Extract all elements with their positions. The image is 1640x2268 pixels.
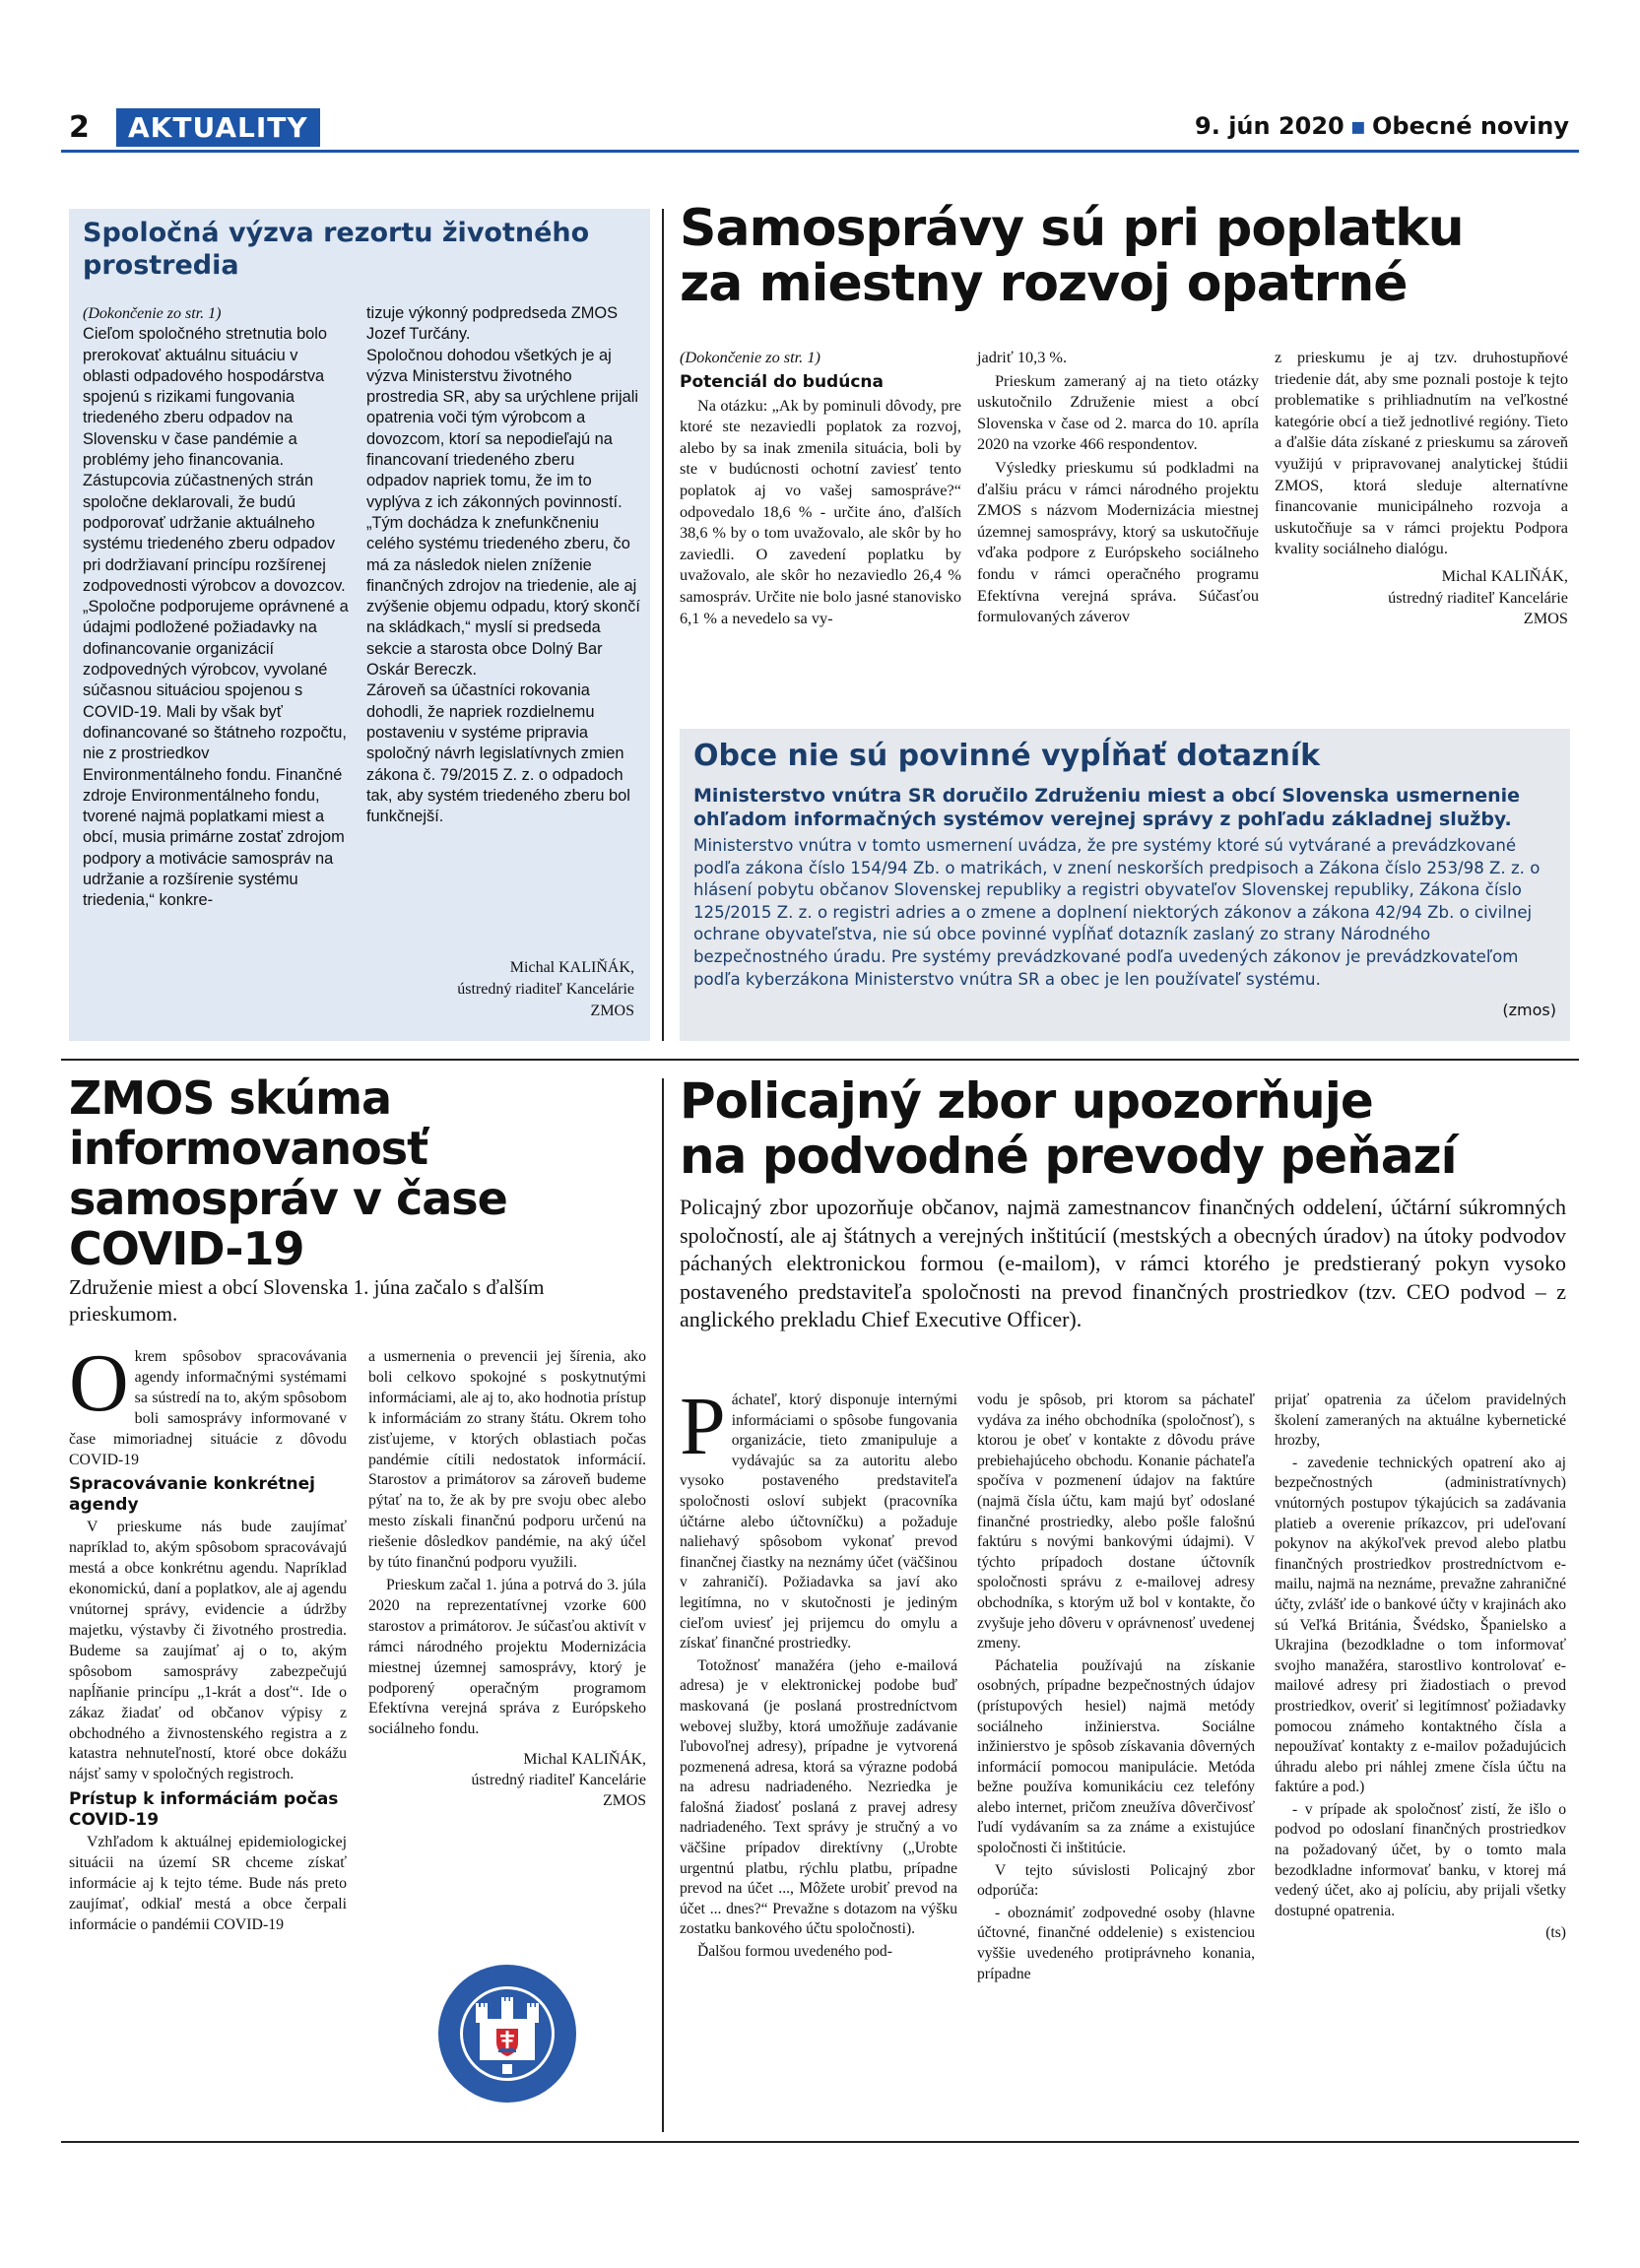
article-questionnaire xyxy=(680,729,1570,1041)
author-name: Michal KALIŇÁK, xyxy=(1441,565,1568,585)
author-org: ZMOS xyxy=(1523,609,1568,628)
article-joint-appeal xyxy=(69,209,650,1041)
article-column xyxy=(368,1347,646,1812)
drop-cap: O xyxy=(69,1337,129,1429)
section-divider xyxy=(61,1059,1579,1061)
paragraph: Prieskum zameraný aj na tieto otázky uskutočnilo Združenie miest a obcí Slovenska v čase od 2. marca do 10. apríla 2020 na vzorke 466 respondentov. xyxy=(977,370,1259,454)
title-line: na podvodné prevody peňazí xyxy=(680,1128,1457,1185)
article-column xyxy=(977,1391,1255,1986)
title-line: za miestny rozvoj opatrné xyxy=(680,254,1408,313)
continuation-note: (Dokončenie zo str. 1) xyxy=(83,305,222,322)
signature xyxy=(366,957,634,1022)
author-org: ZMOS xyxy=(590,1003,634,1019)
author-role: ústredný riaditeľ Kancelárie xyxy=(471,1772,646,1789)
signature xyxy=(368,1750,646,1812)
paragraph: jadriť 10,3 %. xyxy=(977,348,1068,366)
paragraph: - v prípade ak spoločnosť zistí, že išlo o podvod po odoslaní finančných prostriedkov na požadovaný účet, by o tomto mala bezodkladne informovať banku, v ktorej má vedený účet, ako aj políciu, aby prijali všetky dostupné opatrenia. xyxy=(1275,1800,1566,1919)
article-column xyxy=(366,303,640,827)
subheading: Spracovávanie konkrétnej agendy xyxy=(69,1474,315,1516)
author-name: Michal KALIŇÁK, xyxy=(523,1751,646,1769)
article-lead: Ministerstvo vnútra SR doručilo Združeniu miest a obcí Slovenska usmernenie ohľadom informačných systémov verejnej správy z pohľadu základnej služby. xyxy=(693,785,1521,830)
issue-date: 9. jún 2020 xyxy=(1195,112,1345,140)
paragraph: Spoločnou dohodou všetkých je aj výzva Ministerstvu životného prostredia SR, aby sa urýchlene prijali opatrenia voči tým výrobcom a dovozcom, ktorí sa nepodieľajú na financovaní triedeného zberu odpadov napriek tomu, že im to vyplýva z ich zákonných povinností. „Tým dochádza k znefunkčneniu celého systému triedeného zberu, čo má za následok nielen zníženie finančných zdrojov na triedenie, ale aj zvýšenie objemu odpadu, ktorý skončí na skládkach,“ myslí si predseda sekcie a starosta obce Dolný Bar Oskár Bereczk. xyxy=(366,346,640,680)
article-title xyxy=(69,1073,640,1274)
paragraph: - zavedenie technických opatrení ako aj bezpečnostných (administratívnych) vnútorných postupov týkajúcich sa zadávania platieb a overenie príkazcov, pri udeľovaní pokynov na akýkoľvek prevod alebo platbu finančných prostriedkov prostredníctvom e-mailu, najmä na neznáme, prevažne zahraničné účty, zvlášť ide o bankové účty v krajinách ako sú Veľká Británia, Švédsko, Španielsko a Ukrajina (bezodkladne o tom informovať svojho manažéra, starostlivo kontrolovať e-mailové adresy pri žiadostiach o prevod prostriedkov, overiť si legitímnosť požiadavky pomocou známeho kontaktného čísla a nepoužívať kontakty z e-mailov požadujúcich úhradu alebo pri náhlej zmene čísla účtu na faktúre a pod.) xyxy=(1275,1454,1566,1796)
title-line: ZMOS skúma xyxy=(69,1071,392,1125)
paragraph: Prieskum začal 1. júna a potrvá do 3. júla 2020 na reprezentatívnej vzorke 600 starostov a primátorov. Je súčasťou aktivít v rámci národného projektu Modernizácia miestnej územnej samosprávy, ktorý je podporený operačným programom Efektívna verejná správa z Európskeho sociálneho fondu. xyxy=(368,1576,646,1738)
issue-info xyxy=(1195,112,1569,140)
article-column xyxy=(1275,347,1568,629)
paragraph: Výsledky prieskumu sú podkladmi na ďalšiu prácu v rámci národného projektu ZMOS s názvom Modernizácia miestnej územnej samosprávy, ktorý sa uskutočňuje vďaka podpore z Európskeho sociálneho fondu v rámci operačného programu Efektívna verejná správa. Súčasťou formulovaných záverov xyxy=(977,457,1259,626)
author-org: ZMOS xyxy=(603,1792,646,1810)
article-lead: Združenie miest a obcí Slovenska 1. júna začalo s ďalším prieskumom. xyxy=(69,1275,545,1326)
separator-dot: ▪ xyxy=(1349,112,1367,140)
paragraph: krem spôsobov spracovávania agendy informačnými systémami sa sústredí na to, akým spôsobom boli samosprávy informované v čase mimoriadnej situácie z dôvodu COVID-19 xyxy=(69,1348,347,1468)
article-body: Ministerstvo vnútra v tomto usmernení uvádza, že pre systémy ktoré sú vytvárané a prevádzkované podľa zákona číslo 154/94 Zb. o matrikách, v znení neskorších predpisoch a Zákona číslo 253/98 Z. z. o hlásení pobytu občanov Slovenskej republiky a registri obyvateľov Slovenskej republiky, Zákona číslo 125/2015 Z. z. o registri adries a o zmene a doplnení niektorých zákonov a zákona 42/94 Zb. o civilnej ochrane obyvateľstva, nie sú obce povinné vypĺňať dotazník zaslaný zo strany Národného bezpečnostného úradu. Pre systémy prevádzkované podľa uvedených zákonov je prevádzkovateľom podľa kyberzákona Ministerstvo vnútra SR a obec je len používateľ systému. xyxy=(693,836,1541,989)
zmos-logo xyxy=(435,1962,579,2106)
continuation-note: (Dokončenie zo str. 1) xyxy=(680,348,820,366)
paragraph: a usmernenia o prevencii jej šírenia, ako boli celkovo spokojné s poskytnutými informáciami, ale aj to, ako hodnotia prístup k informáciám zo strany štátu. Okrem toho zisťujeme, v ktorých oblastiach počas pandémie cítili nedostatok informácií. Starostov a primátorov sa zároveň budeme pýtať na to, že ak by pre svoju obec alebo mesto získali finančnú podporu určenú na riešenie dôsledkov pandémie, na aký účel by túto finančnú podporu využili. xyxy=(368,1348,646,1572)
article-column xyxy=(680,1381,957,1965)
article-title: Obce nie sú povinné vypĺňať dotazník xyxy=(693,739,1321,773)
column-divider xyxy=(662,209,664,1041)
page-number: 2 xyxy=(69,110,90,145)
signature: (zmos) xyxy=(1502,1001,1556,1019)
title-line: samospráv v čase xyxy=(69,1172,507,1225)
header-rule xyxy=(61,150,1579,153)
paragraph: prijať opatrenia za účelom pravidelných školení zameraných na aktuálne kybernetické hrozby, xyxy=(1275,1392,1566,1450)
title-line: Samosprávy sú pri poplatku xyxy=(680,199,1464,258)
paragraph: - oboznámiť zodpovedné osoby (hlavne účtovné, finančné oddelenie) s existenciou vyššie uvedeného protiprávneho konania, prípadne xyxy=(977,1904,1255,1982)
paragraph: Zároveň sa účastníci rokovania dohodli, že napriek rozdielnemu postaveniu v systéme pripravia spoločný návrh legislatívnych zmien zákona č. 79/2015 Z. z. o odpadoch tak, aby systém triedeného zberu bol funkčnejší. xyxy=(366,681,630,826)
title-line: informovanosť xyxy=(69,1122,428,1175)
article-column xyxy=(977,347,1259,629)
paragraph: Ďalšou formou uvedeného pod- xyxy=(697,1943,892,1961)
paragraph: Páchatelia používajú na získanie osobných, prípadne bezpečnostných údajov (prístupových hesiel) najmä metódy sociálneho inžinierstva. Sociálne inžinierstvo je spôsob získavania dôverných informácií pomocou manipulácie. Metóda bežne používa komunikáciu cez telefóny alebo internet, pričom zneužíva dôverčivosť ľudí vydávaním sa za známe a existujúce spoločnosti či inštitúcie. xyxy=(977,1656,1255,1857)
article-column xyxy=(1275,1391,1566,1944)
paragraph: Zástupcovia zúčastnených strán spoločne deklarovali, že budú podporovať udržanie aktuálneho systému triedeného zberu odpadov pri dodržiavaní princípu rozšírenej zodpovednosti výrobcov a dovozcov. „Spoločne podporujeme oprávnené a údajmi podložené požiadavky na dofinancovanie organizácií zodpovedných výrobcov, vyvolané súčasnou situáciou spojenou s COVID-19. Mali by však byť dofinancované so štátneho rozpočtu, nie z prostriedkov Environmentálneho fondu. Finančné zdroje Environmentálneho fondu, tvorené najmä poplatkami miest a obcí, musia primárne zostať zdrojom podpory a motivácie samospráv na udržanie a rozšírenie systému triedenia,“ konkre- xyxy=(83,472,349,910)
author-role: ústredný riaditeľ Kancelárie xyxy=(1388,587,1568,607)
article-title: Spoločná výzva rezortu životného prostredia xyxy=(83,218,590,281)
signature xyxy=(1275,565,1568,629)
article-column xyxy=(680,347,961,630)
drop-cap: P xyxy=(680,1381,726,1472)
author-name: Michal KALIŇÁK, xyxy=(509,959,634,976)
signature: (ts) xyxy=(1545,1924,1566,1942)
paragraph: Vzhľadom k aktuálnej epidemiologickej situácii na území SR chceme získať informácie aj k tejto téme. Bude nás preto zaujímať, odkiaľ mestá a obce čerpali informácie o pandémii COVID-19 xyxy=(69,1834,347,1933)
section-label: AKTUALITY xyxy=(116,108,320,147)
subheading: Prístup k informáciám počas COVID-19 xyxy=(69,1789,339,1831)
paragraph: Cieľom spoločného stretnutia bolo prerokovať aktuálnu situáciu v oblasti odpadového hospodárstva spojenú s rizikami fungovania triedeného zberu odpadov na Slovensku v čase pandémie a problémy jeho financovania. xyxy=(83,325,328,470)
article-title xyxy=(680,201,1566,311)
paragraph: V prieskume nás bude zaujímať napríklad to, akým spôsobom spracovávajú mestá a obce konkrétnu agendu. Napríklad ekonomickú, daní a poplatkov, ale aj agendu vnútornej správy, evidencie a údržby majetku, výstavby či životného prostredia. Budeme sa zaujímať aj o to, akým spôsobom samosprávy zabezpečujú napĺňanie princípu „1-krát a dosť“. Ide o zákaz žiadať od občanov výpisy z obchodného a živnostenského registra a z katastra nehnuteľností, ktoré obce dokážu nájsť samy v spoločných registroch. xyxy=(69,1519,347,1783)
paragraph: Totožnosť manažéra (jeho e-mailová adresa) je v elektronickej podobe buď maskovaná (je poslaná prostredníctvom webovej služby, ktorá umožňuje zadávanie ľubovoľnej adresy), prípadne je vytvorená pozmenená adresa, ktorá sa výrazne podobá na adresu nadriadeného. Nezriedka je falošná žiadosť poslaná z pravej adresy nadriadeného. Text správy je stručný a vo väčšine prípadov direktívny („Urobte urgentnú platbu, rýchlu platbu, prípadne prevod na účet ..., Môžete urobiť prevod na účet ... dnes?“ Prevažne s dotazom na výšku zostatku bankového účtu spoločnosti). xyxy=(680,1656,957,1938)
article-column xyxy=(69,1337,347,1938)
paper-name: Obecné noviny xyxy=(1372,112,1569,140)
zmos-seal-icon xyxy=(435,1962,579,2106)
author-role: ústredný riaditeľ Kancelárie xyxy=(457,981,634,998)
paragraph: vodu je spôsob, pri ktorom sa páchateľ vydáva za iného obchodníka (spoločnosť), s ktorou je obeť v kontakte z dôvodu práve prebiehajúceho obchodu. Konanie páchateľa spočíva v pozmenení údajov na faktúre (najmä čísla účtu, kam majú byť odoslané finančné prostriedky, alebo pošle falošnú faktúru s novými bankovými údajmi). V týchto prípadoch dostane účtovník spoločnosti správu z e-mailovej adresy obchodníka, s ktorým už bol v kontakte, čo zvyšuje jeho dôveru v oprávnenosť uvedenej zmeny. xyxy=(977,1392,1255,1652)
paragraph: áchateľ, ktorý disponuje internými informáciami o spôsobe fungovania organizácie, tieto zmanipuluje a vydávajúc sa za autoritu alebo vysoko postaveného predstaviteľa spoločnosti osloví subjekt (pracovníka účtárne alebo účtovníčku) a požaduje naliehavý spôsobom vykonať prevod finančnej čiastky na neznámy účet (väčšinou v zahraničí). Požiadavka sa javí ako legitímna, no v skutočnosti je jediným cieľom uviesť jej prijemcu do omylu a získať finančné prostriedky. xyxy=(680,1392,957,1652)
article-title xyxy=(680,1073,1566,1184)
column-divider xyxy=(662,1078,664,2132)
subheading: Potenciál do budúcna xyxy=(680,371,884,392)
article-column xyxy=(83,303,349,912)
title-line: Policajný zbor upozorňuje xyxy=(680,1072,1373,1130)
article-lead: Policajný zbor upozorňuje občanov, najmä zamestnancov finančných oddelení, účtární súkromných spoločností, ale aj štátnych a verejných inštitúcií (mestských a obecných úradov) na útoky podvodov páchaných elektronickou formou (e-mailom), v rámci ktorého je predstieraný pokyn vysoko postaveného predstaviteľa spoločnosti na prevod finančných prostriedkov (tzv. CEO podvod – z anglického prekladu Chief Executive Officer). xyxy=(680,1195,1566,1331)
page-bottom-rule xyxy=(61,2141,1579,2143)
paragraph: Na otázku: „Ak by pominuli dôvody, pre ktoré ste nezaviedli poplatok za rozvoj, alebo by sa inak zmenila situácia, boli by ste v budúcnosti ochotní zaviesť tento poplatok aj vo vašej samospráve?“ odpovedalo 18,6 % - určite áno, ďalších 38,6 % by o tom uvažovalo, ale skôr by ho zaviedli. O zavedení poplatku by uvažovalo, ale skôr ho nezaviedlo 26,4 % samospráv. Určite nie bolo jasné stanovisko 6,1 % a nevedelo sa vy- xyxy=(680,395,961,627)
paragraph: tizuje výkonný podpredseda ZMOS Jozef Turčány. xyxy=(366,304,619,344)
paragraph: z prieskumu je aj tzv. druhostupňové triedenie dát, aby sme poznali postoje k tejto problematike s prihliadnutím na veľkostné kategórie obcí a tiež jednotlivé regióny. Tieto a ďalšie dáta získané z prieskumu sa zároveň využijú v pripravovanej analytickej štúdii ZMOS, ktorá sleduje alternatívne financovanie municipálneho rozvoja a uskutočňuje sa v rámci projektu Podpora kvality sociálneho dialógu. xyxy=(1275,348,1568,558)
paragraph: V tejto súvislosti Policajný zbor odporúča: xyxy=(977,1861,1255,1900)
title-line: COVID-19 xyxy=(69,1222,304,1275)
